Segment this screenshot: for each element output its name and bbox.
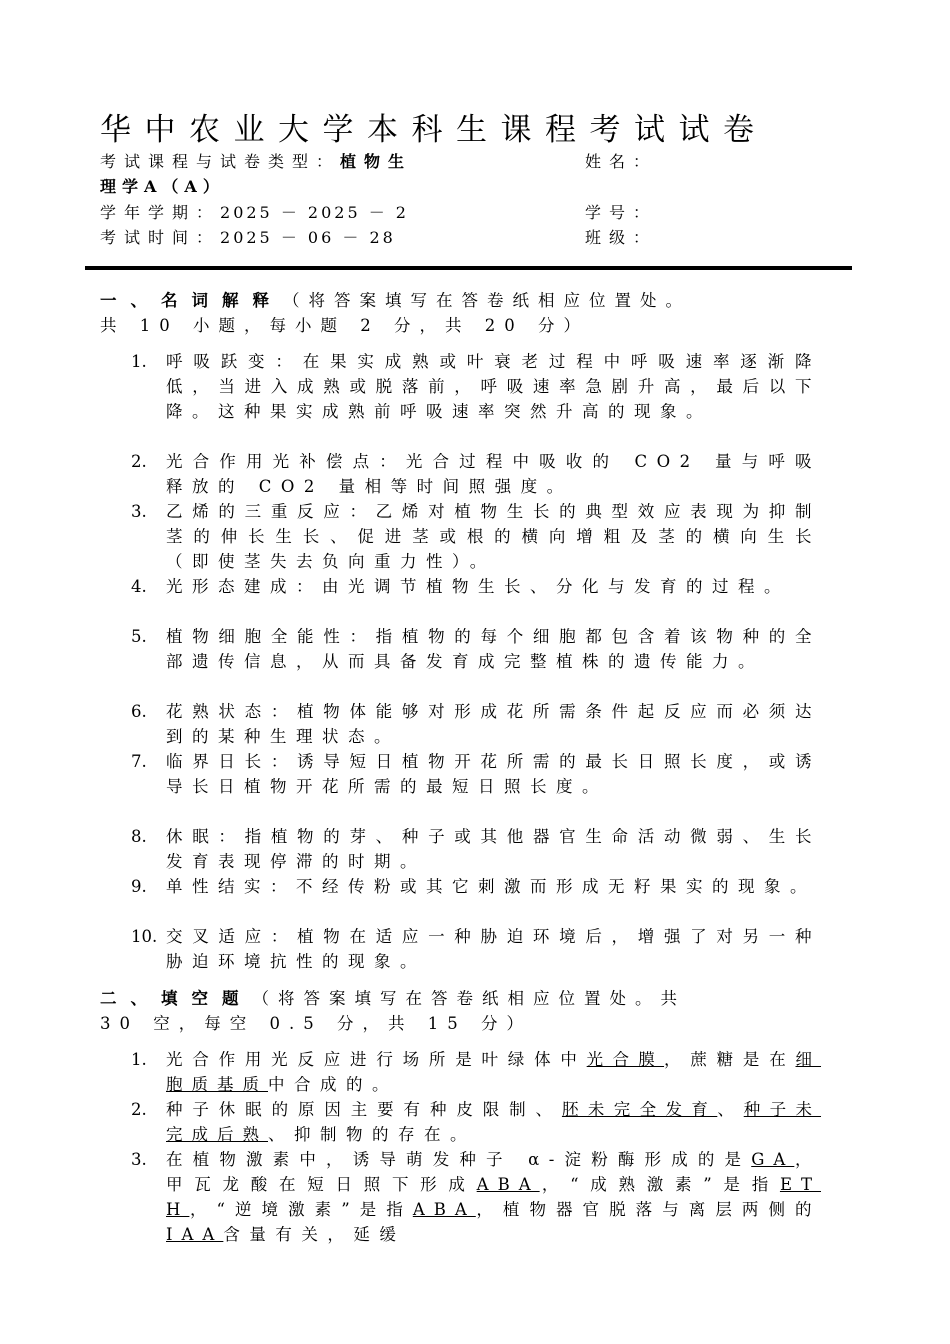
answer-blank: GA [751, 1150, 795, 1169]
time-value: 2025 － 06 － 28 [220, 228, 396, 247]
name-label: 姓名： [585, 152, 658, 171]
definition-text: 光形态建成：由光调节植物生长、分化与发育的过程。 [166, 577, 790, 596]
answer-blank: 胚未完全发育 [561, 1100, 718, 1119]
section2-note-continued: 30 空，每空 0.5 分，共 15 分） [100, 1014, 532, 1033]
course-value: 植物生 [340, 152, 413, 171]
student-id-label: 学号： [585, 203, 658, 222]
time-row: 考试时间：2025 － 06 － 28 [100, 228, 396, 247]
definition-text: 花熟状态：植物体能够对形成花所需条件起反应而必须达到的某种生理状态。 [166, 702, 821, 746]
definition-text: 休眠：指植物的芽、种子或其他器官生命活动微弱、生长发育表现停滞的时期。 [166, 827, 821, 871]
header-divider [85, 266, 852, 270]
answer-blank: IAA [166, 1225, 224, 1244]
section1-heading: 一、名词解释（将答案填写在答卷纸相应位置处。 [100, 291, 691, 310]
section1-note: （将答案填写在答卷纸相应位置处。 [283, 291, 691, 310]
answer-blank: ETH [166, 1175, 821, 1219]
definition-text: 交叉适应：植物在适应一种胁迫环境后，增强了对另一种胁迫环境抗性的现象。 [166, 927, 821, 971]
course-value-continued: 理学A（A） [100, 177, 225, 196]
term-row: 学年学期：2025 － 2025 － 2 [100, 203, 409, 222]
course-label: 考试课程与试卷类型：植物生 [100, 152, 413, 171]
section2-heading: 二、填空题（将答案填写在答卷纸相应位置处。共 [100, 989, 686, 1008]
definition-text: 呼吸跃变：在果实成熟或叶衰老过程中呼吸速率逐渐降低，当进入成熟或脱落前，呼吸速率急剧升高，最后以下降。这种果实成熟前呼吸速率突然升高的现象。 [166, 352, 821, 421]
class-label: 班级： [585, 228, 658, 247]
answer-blank: 细胞质基质 [166, 1050, 822, 1094]
definition-text: 植物细胞全能性：指植物的每个细胞都包含着该物种的全部遗传信息，从而具备发育成完整植株的遗传能力。 [166, 627, 821, 671]
section2-note: （将答案填写在答卷纸相应位置处。共 [252, 989, 686, 1008]
definition-text: 临界日长：诱导短日植物开花所需的最长日照长度，或诱导长日植物开花所需的最短日照长度。 [166, 752, 821, 796]
page-title: 华中农业大学本科生课程考试试卷 [100, 112, 768, 148]
definition-text: 光合作用光补偿点：光合过程中吸收的 CO2 量与呼吸释放的 CO2 量相等时间照强度。 [166, 452, 821, 496]
term-value: 2025 － 2025 － 2 [220, 203, 409, 222]
answer-blank: ABA [476, 1175, 540, 1194]
answer-blank: 种子未完成后熟 [166, 1100, 822, 1144]
section1-note-continued: 共 10 小题，每小题 2 分，共 20 分） [100, 316, 589, 335]
answer-blank: 光合膜 [586, 1050, 665, 1069]
definition-text: 单性结实：不经传粉或其它刺激而形成无籽果实的现象。 [166, 877, 816, 896]
definition-text: 乙烯的三重反应：乙烯对植物生长的典型效应表现为抑制茎的伸长生长、促进茎或根的横向增粗及茎的横向生长（即使茎失去负向重力性）。 [166, 502, 821, 571]
answer-blank: ABA [412, 1200, 476, 1219]
exam-page: 华中农业大学本科生课程考试试卷 考试课程与试卷类型：植物生 姓名： 理学A（A） 学年学期：2025 － 2025 － 2 学号： 考试时间：2025 － 06 － 28 班级： 一、名词解释（将答案填写在答卷纸相应位置处。 共 10 小题，每小题 2 分，共 20 分） 1. 呼吸跃变：在果实成熟或叶衰老过程中呼吸速率逐渐降低，当进入成熟或脱落前，呼吸速率急剧升高，最后以下降。这种果实成熟前呼吸速率突然升高的现象。 2. 光合作用光补偿点：光合过程中吸收的 CO2 量与呼吸释放的 CO2 量相等时间照强度。 3. 乙烯的三重反应：乙烯对植物生长的典型效应表现为抑制茎的伸长生长、促进茎或根的横向增粗及茎的横向生长（即使茎失去负向重力性）。 4. 光形态建成：由光调节植物生长、分化与发育的过程。 5. 植物细胞全能性：指植物的每个细胞都包含着该物种的全部遗传信息，从而具备发育成完整植株的遗传能力。 6. 花熟状态：植物体能够对形成花所需条件起反应而必须达到的某种生理状态。 7. 临界日长：诱导短日植物开花所需的最长日照长度，或诱导长日植物开花所需的最短日照长度。 8. 休眠：指植物的芽、种子或其他器官生命活动微弱、生长发育表现停滞的时期。 9. 单性结实：不经传粉或其它刺激而形成无籽果实的现象。 10. 交叉适应：植物在适应一种胁迫环境后，增强了对另一种胁迫环境抗性的现象。 二、填空题（将答案填写在答卷纸相应位置处。共 30 空，每空 0.5 分，共 15 分） 1. 光合作用光反应进行场所是叶绿体中光合膜，蔗糖是在细胞质基质中合成的。 2. 种子休眠的原因主要有种皮限制、胚未完全发育、种子未完成后熟、抑制物的存在。 3. 在植物激素中，诱导萌发种子 α-淀粉酶形成的是GA，甲瓦龙酸在短日照下形成ABA，“成熟激素”是指ETH，“逆境激素”是指ABA，植物器官脱落与离层两侧的IAA含量有关，延缓 [0, 0, 950, 1344]
